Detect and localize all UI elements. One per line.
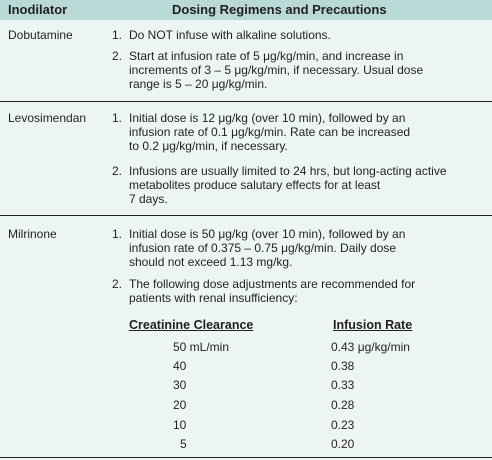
item-text-line: 7 days. [129, 192, 168, 206]
item-number: 2. [112, 277, 123, 291]
subtable-cell-rate: 0.28 [331, 398, 355, 412]
header-inodilator: Inodilator [8, 2, 68, 17]
item-number: 1. [112, 227, 123, 241]
table-bottom-rule [0, 457, 492, 458]
item-number: 2. [112, 49, 123, 63]
row-divider [0, 215, 492, 216]
item-text-line: to 0.2 μg/kg/min, if necessary. [129, 139, 288, 153]
subtable-cell-clearance: 50 mL/min [173, 340, 230, 354]
item-text-line: infusion rate of 0.1 μg/kg/min. Rate can be increased [129, 125, 411, 139]
item-text-line: Do NOT infuse with alkaline solutions. [129, 28, 331, 42]
drug-name-milrinone: Milrinone [8, 227, 57, 241]
item-text-line: metabolites produce salutary effects for at least [129, 178, 381, 192]
subtable-cell-clearance: 5 [180, 437, 187, 451]
subtable-cell-clearance: 40 [173, 359, 187, 373]
item-number: 1. [112, 28, 123, 42]
subtable-cell-rate: 0.20 [331, 437, 355, 451]
item-text-line: Infusions are usually limited to 24 hrs, but long-acting active [129, 164, 447, 178]
subtable-cell-rate: 0.23 [331, 418, 355, 432]
item-text-line: The following dose adjustments are recommended for [129, 277, 416, 291]
item-text-line: Initial dose is 50 μg/kg (over 10 min), followed by an [129, 227, 406, 241]
subtable-cell-rate: 0.43 μg/kg/min [331, 340, 410, 354]
subtable-cell-rate: 0.38 [331, 359, 355, 373]
item-text-line: should not exceed 1.13 mg/kg. [129, 255, 293, 269]
item-text-line: patients with renal insufficiency: [129, 291, 298, 305]
subtable-cell-clearance: 20 [173, 398, 187, 412]
item-text-line: Start at infusion rate of 5 μg/kg/min, and increase in [129, 49, 404, 63]
header-dosing-regimens: Dosing Regimens and Precautions [172, 2, 387, 17]
subtable-cell-clearance: 30 [173, 378, 187, 392]
subtable-header-creatinine-clearance: Creatinine Clearance [129, 318, 254, 332]
subtable-cell-clearance: 10 [173, 418, 187, 432]
subtable-header-infusion-rate: Infusion Rate [333, 318, 413, 332]
table-header [0, 0, 492, 20]
row-divider [0, 101, 492, 102]
item-text-line: increments of 3 – 5 μg/kg/min, if necessary. Usual dose [129, 63, 424, 77]
item-number: 1. [112, 111, 123, 125]
drug-name-levosimendan: Levosimendan [8, 111, 87, 125]
drug-name-dobutamine: Dobutamine [8, 28, 73, 42]
item-text-line: infusion rate of 0.375 – 0.75 μg/kg/min. Daily dose [129, 241, 397, 255]
item-text-line: Initial dose is 12 μg/kg (over 10 min), followed by an [129, 111, 406, 125]
item-text-line: range is 5 – 20 μg/kg/min. [129, 77, 268, 91]
subtable-cell-rate: 0.33 [331, 378, 355, 392]
item-number: 2. [112, 164, 123, 178]
